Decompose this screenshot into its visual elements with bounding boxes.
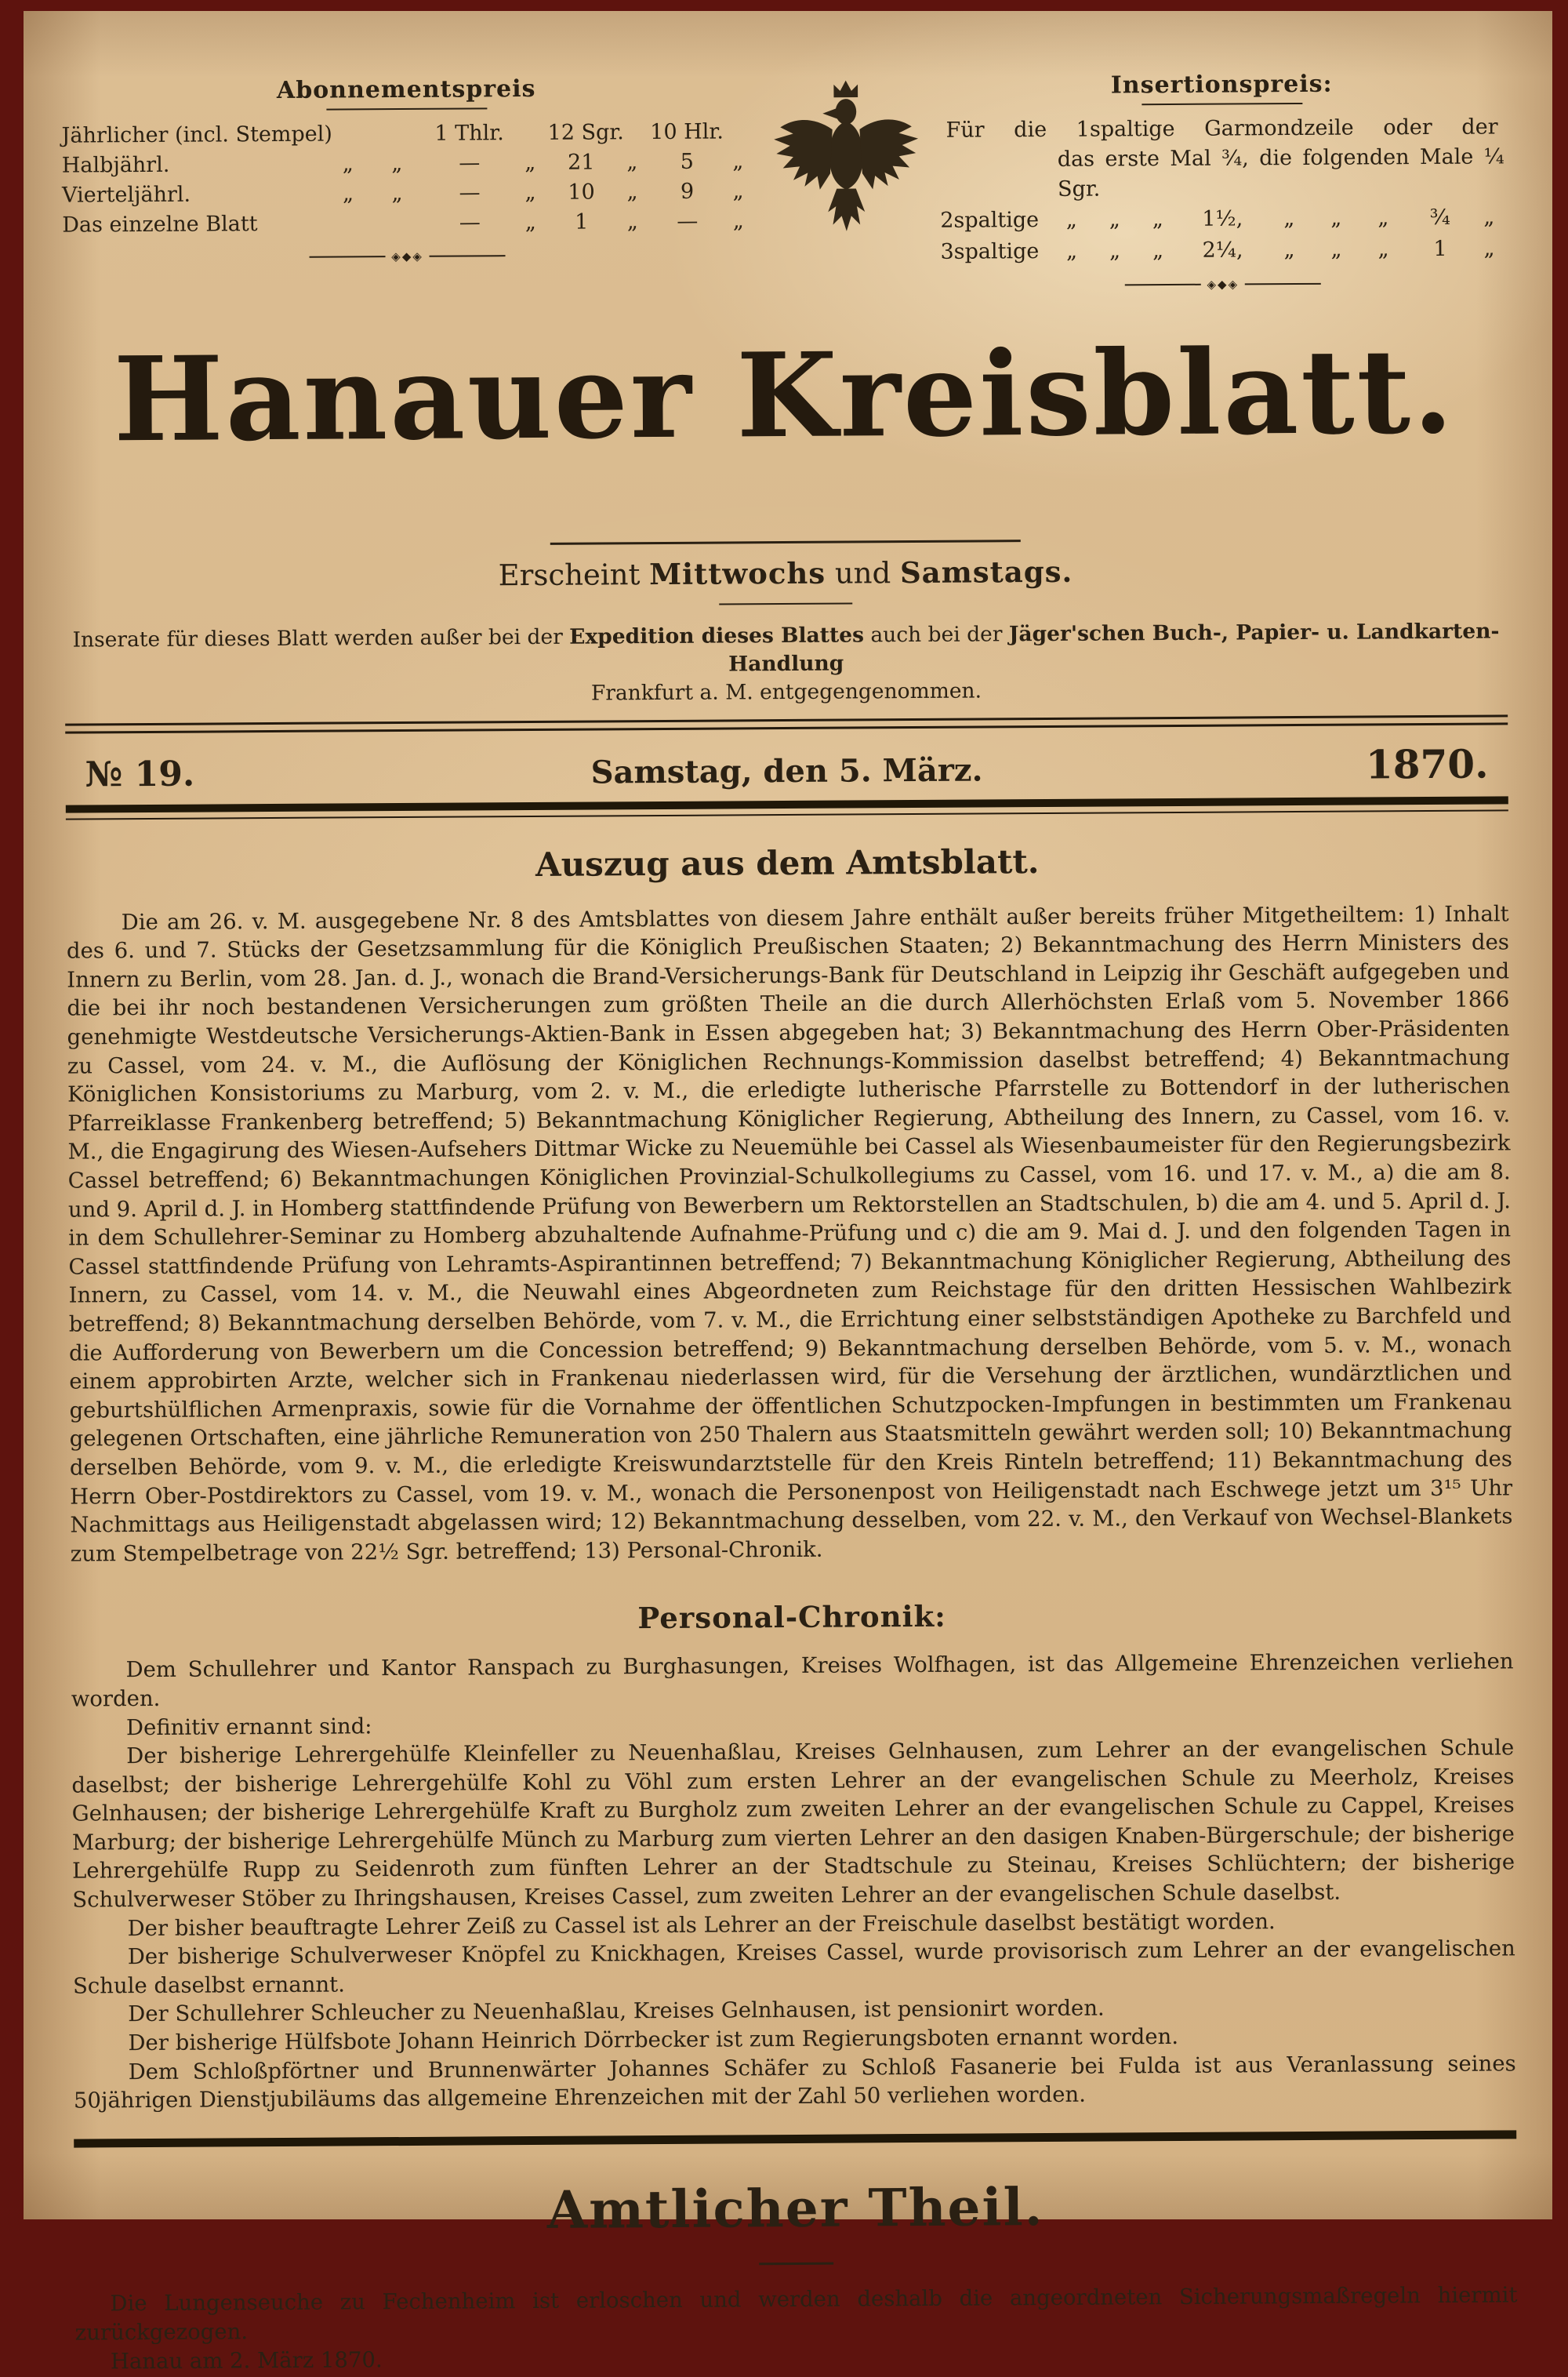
newspaper-title: Hanauer Kreisblatt.	[113, 322, 1456, 468]
price-row	[62, 206, 752, 240]
price-cell: „	[1109, 238, 1121, 264]
price-cell: „	[524, 180, 536, 205]
prussian-eagle-icon	[757, 76, 935, 264]
price-cell	[328, 119, 367, 149]
price-cell: ¾	[1429, 205, 1450, 230]
price-cell: „	[1483, 205, 1495, 230]
price-cell: „	[391, 180, 403, 206]
insertion-price-title: Insertionspreis:	[1110, 70, 1333, 100]
price-cell	[512, 118, 547, 148]
issue-number: № 19.	[85, 754, 195, 795]
price-cell	[368, 209, 426, 238]
divider-rule	[1142, 103, 1302, 105]
personal-chronik-paragraph: Dem Schullehrer und Kantor Ranspach zu Burghasungen, Kreises Wolfhagen, ist das Allgemeine Ehrenzeichen verliehen worden.	[71, 1648, 1514, 1712]
price-cell: 12 Sgr.	[547, 120, 624, 145]
price-cell: 3spaltige	[940, 239, 1040, 264]
subscription-price-block	[61, 74, 752, 265]
personal-chronik-paragraph: Der bisherige Schulverweser Knöpfel zu Knickhagen, Kreises Cassel, wurde provisorisch zum Lehrer an der evangelischen Schule daselbst ernannt.	[72, 1935, 1515, 1999]
price-cell: „	[342, 181, 354, 206]
subscription-price-title: Abonnementspreis	[276, 75, 536, 104]
price-cell: „	[1152, 207, 1163, 232]
price-cell: Das einzelne Blatt	[62, 212, 258, 238]
ornament-divider	[309, 249, 505, 264]
amtlicher-theil-body	[74, 2281, 1518, 2376]
insertion-price-line1: Für die 1spaltige Garmondzeile oder der	[946, 114, 1498, 143]
personal-chronik-body	[71, 1648, 1516, 2116]
price-cell: „	[524, 209, 536, 235]
price-cell: „	[1109, 207, 1120, 232]
price-cell: „	[1065, 207, 1077, 232]
newspaper-page	[24, 11, 1552, 2375]
price-cell: „	[391, 151, 403, 176]
price-cell: „	[1330, 205, 1342, 231]
section-heading-amtsblatt: Auszug aus dem Amtsblatt.	[535, 842, 1040, 885]
personal-chronik-paragraph: Der Schullehrer Schleucher zu Neuenhaßlau, Kreises Gelnhausen, ist pensionirt worden.	[128, 1995, 1105, 2027]
issue-date: Samstag, den 5. März.	[590, 751, 983, 791]
price-row	[61, 117, 751, 151]
schedule-day: Samstags.	[899, 554, 1073, 591]
price-cell: „	[626, 209, 638, 234]
price-cell: „	[1377, 237, 1389, 262]
section-heading-amtlicher-theil: Amtlicher Theil.	[546, 2175, 1044, 2241]
publication-schedule	[64, 552, 1507, 595]
price-cell: 2¼,	[1202, 238, 1243, 263]
page-content	[18, 6, 1561, 2377]
personal-chronik-paragraph: Dem Schloßpförtner und Brunnenwärter Johannes Schäfer zu Schloß Fasanerie bei Fulda ist aus Veranlassung seines 50jährigen Dienstjubiläums das allgemeine Ehrenzeichen mit der Zahl 50 verliehen worden.	[73, 2050, 1516, 2113]
prussian-eagle-emblem	[751, 73, 940, 264]
insertion-price-table	[940, 202, 1504, 267]
price-cell: 1½,	[1202, 206, 1243, 231]
ornament-divider	[1125, 277, 1321, 293]
amtlicher-theil-paragraph: Hanau am 2. März 1870.	[110, 2347, 383, 2375]
price-cell: —	[677, 209, 699, 234]
price-cell: „	[1152, 238, 1164, 264]
advertising-notice-line1	[64, 618, 1507, 683]
price-cell: „	[1065, 238, 1078, 264]
price-cell: Vierteljährl.	[61, 182, 191, 208]
insertion-price-block	[939, 69, 1505, 293]
section-heading-personal-chronik: Personal-Chronik:	[637, 1599, 947, 1636]
price-cell	[724, 117, 751, 147]
price-cell: 5	[680, 149, 695, 174]
issue-year: 1870.	[1365, 740, 1489, 788]
schedule-day: Mittwochs	[649, 555, 826, 592]
price-cell: „	[1330, 237, 1342, 262]
price-row	[62, 176, 752, 210]
price-cell: „	[732, 149, 744, 174]
schedule-text: Erscheint	[498, 558, 650, 593]
personal-chronik-paragraph: Der bisherige Lehrergehülfe Kleinfeller zu Neuenhaßlau, Kreises Gelnhausen, zum Lehrer an der evangelischen Schule daselbst; der bisherige Lehrergehülfe Kohl zu Vöhl zum ersten Lehrer an der evangelischen Schule zu Meerholz, Kreises Gelnhausen; der bisherige Lehrergehülfe Kraft zu Burgholz zum zweiten Lehrer an der evangelischen Schule zu Cappel, Kreises Marburg; der bisherige Lehrergehülfe Münch zu Marburg zum vierten Lehrer an den dasigen Knaben-Bürgerschule; der bisherige Lehrergehülfe Rupp zu Seidenroth zum fünften Lehrer an der Stadtschule zu Steinau, Kreises Schlüchtern; der bisherige Schulverweser Stöber zu Ihringshausen, Kreises Cassel, zum zweiten Lehrer an der evangelischen Schule daselbst.	[71, 1735, 1515, 1913]
personal-chronik-paragraph: Der bisher beauftragte Lehrer Zeiß zu Cassel ist als Lehrer an der Freischule daselbst bestätigt worden.	[127, 1908, 1276, 1941]
price-cell: 1 Thlr.	[434, 121, 504, 146]
price-cell: „	[626, 150, 638, 175]
price-cell	[614, 118, 649, 147]
price-cell: „	[626, 180, 638, 205]
ornament-glyphs: ◈◆◈	[391, 249, 423, 264]
personal-chronik-paragraph: Definitiv ernannt sind:	[125, 1713, 372, 1740]
notice-emphasis: Expedition dieses Blattes	[569, 623, 865, 649]
notice-text: Inserate für dieses Blatt werden außer bei der	[72, 624, 570, 652]
price-cell: 1	[1433, 236, 1447, 261]
price-cell: —	[459, 210, 481, 235]
notice-emphasis: Jäger'schen Buch-, Papier- u. Landkarten-Handlung	[728, 619, 1500, 677]
price-cell: „	[732, 179, 744, 204]
price-cell: 10 Hlr.	[650, 119, 724, 145]
masthead	[61, 69, 1505, 298]
amtlicher-theil-paragraph: Die Lungenseuche zu Fechenheim ist erloschen und werden deshalb die angeordneten Sicherungsmaßregeln hiermit zurückgezogen.	[74, 2282, 1518, 2346]
divider-rule	[759, 2262, 833, 2265]
thick-rule	[74, 2130, 1516, 2147]
ornament-glyphs: ◈◆◈	[1207, 277, 1240, 292]
price-cell: 2spaltige	[940, 208, 1040, 233]
price-cell: 9	[680, 179, 695, 204]
price-row	[62, 147, 752, 180]
personal-chronik-paragraph: Der bisherige Hülfsbote Johann Heinrich Dörrbecker ist zum Regierungsboten ernannt worden.	[128, 2024, 1179, 2056]
price-cell: „	[732, 209, 744, 234]
price-row	[940, 202, 1504, 236]
price-cell	[367, 119, 426, 149]
price-cell: „	[1483, 236, 1495, 261]
notice-text: auch bei der	[863, 622, 1009, 648]
divider-rule	[326, 107, 487, 110]
price-cell: „	[1283, 206, 1295, 231]
subscription-price-table	[61, 117, 752, 240]
price-cell: 1	[575, 209, 589, 234]
price-cell: „	[342, 151, 354, 176]
insertion-price-line2: das erste Mal ¾, die folgenden Male ¼ Sgr.	[1057, 144, 1504, 202]
amtsblatt-body: Die am 26. v. M. ausgegebene Nr. 8 des Amtsblattes von diesem Jahre enthält außer bereits früher Mitgetheiltem: 1) Inhalt des 6. und 7. Stücks der Gesetzsammlung für die Königlich Preußischen Staaten; 2) Bekanntmachung des Herrn Ministers des Innern zu Berlin, vom 28. Jan. d. J., wonach die Brand-Versicherungs-Bank für Deutschland in Leipzig ihr Geschäft aufgegeben und die bei ihr noch bestandenen Versicherungen zum größten Theile an die durch Allerhöchsten Erlaß vom 5. November 1866 genehmigte Westdeutsche Versicherungs-Aktien-Bank in Essen abgegeben hat; 3) Bekanntmachung des Herrn Ober-Präsidenten zu Cassel, vom 24. v. M., die Auflösung der Königlichen Rechnungs-Kommission daselbst betreffend; 4) Bekanntmachung Königlichen Konsistoriums zu Marburg, vom 2. v. M., die erledigte lutherische Pfarrstelle zu Bottendorf in der lutherischen Pfarreiklasse Frankenberg betreffend; 5) Bekanntmachung Königlicher Regierung, Abtheilung des Innern, zu Cassel, vom 16. v. M., die Engagirung des Wiesen-Aufsehers Dittmar Wicke zu Neuemühle bei Cassel als Wiesenbaumeister für den Regierungsbezirk Cassel betreffend; 6) Bekanntmachungen Königlichen Provinzial-Schulkollegiums zu Cassel, vom 16. und 17. v. M., a) die am 8. und 9. April d. J. in Homberg stattfindende Prüfung von Bewerbern um Rektorstellen an Stadtschulen, b) die am 4. und 5. April d. J. in dem Schullehrer-Seminar zu Homberg abzuhaltende Aufnahme-Prüfung und c) die am 9. Mai d. J. und den folgenden Tagen in Cassel stattfindende Prüfung von Lehramts-Aspirantinnen betreffend; 7) Bekanntmachung Königlicher Regierung, Abtheilung des Innern, zu Cassel, vom 14. v. M., die Neuwahl eines Abgeordneten zum Reichstage für den dritten Hessischen Wahlbezirk betreffend; 8) Bekanntmachung derselben Behörde, vom 7. v. M., die Errichtung einer selbstständigen Apotheke zu Barchfeld und die Aufforderung von Bewerbern um die Concession betreffend; 9) Bekanntmachung derselben Behörde, vom 5. v. M., wonach einem approbirten Arzte, welcher sich in Frankenau niederlassen wird, für die Versehung der ärztlichen, wundärztlichen und geburtshülflichen Armenpraxis, sowie für die Vornahme der öffentlichen Schutzpocken-Impfungen in bestimmten um Frankenau gelegenen Ortschaften, eine jährliche Remuneration von 250 Thalern aus Staatsmitteln gewährt werden soll; 10) Bekanntmachung derselben Behörde, vom 9. v. M., die erledigte Kreiswundarztstelle für den Kreis Rinteln betreffend; 11) Bekanntmachung des Herrn Ober-Postdirektors zu Cassel, vom 19. v. M., wonach die Personenpost von Heiligenstadt nach Eschwege jetzt um 3¹⁵ Uhr Nachmittags aus Heiligenstadt abgelassen wird; 12) Bekanntmachung desselben, vom 22. v. M., den Verkauf von Wechsel-Blankets zum Stempelbetrage von 22½ Sgr. betreffend; 13) Personal-Chronik.	[66, 901, 1513, 1567]
price-cell: 10	[568, 180, 595, 205]
price-cell: Halbjährl.	[61, 152, 170, 178]
divider-rule	[719, 603, 852, 605]
divider-rule	[550, 540, 1021, 545]
schedule-text: und	[826, 556, 901, 591]
price-cell: —	[459, 180, 481, 205]
dateline	[65, 725, 1508, 805]
price-cell: „	[1283, 238, 1295, 263]
advertising-notice-line2: Frankfurt a. M. entgegengenommen.	[590, 678, 982, 706]
price-row	[940, 233, 1504, 267]
advertising-notice	[64, 618, 1508, 711]
price-cell: Jährlicher (incl. Stempel)	[61, 122, 332, 148]
price-cell: 21	[568, 150, 595, 175]
price-cell	[328, 209, 368, 238]
price-cell: „	[1377, 205, 1389, 231]
price-cell: —	[459, 151, 481, 176]
price-cell: „	[524, 150, 536, 176]
